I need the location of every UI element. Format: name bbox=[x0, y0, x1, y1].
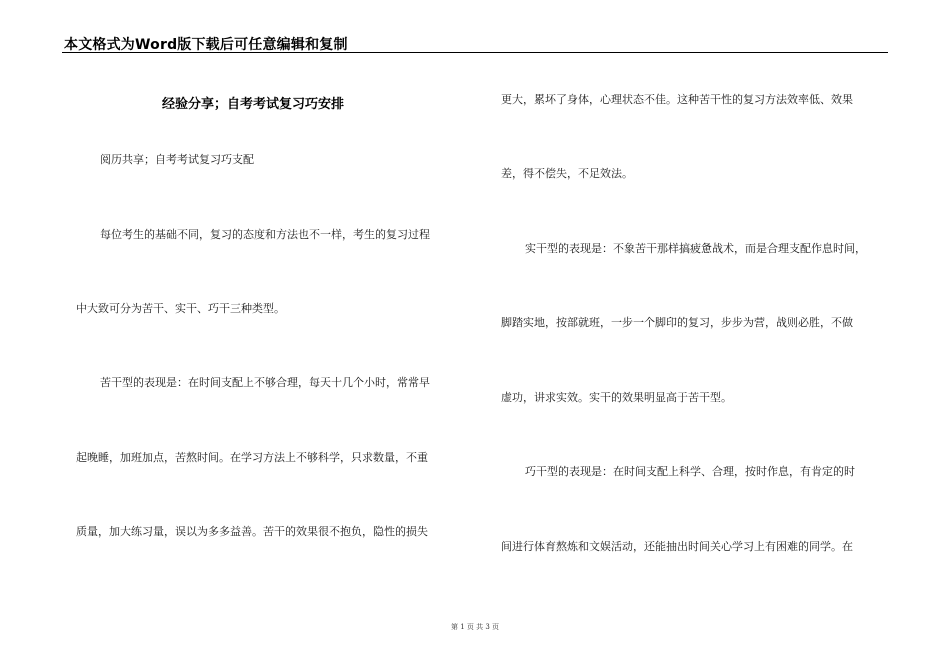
body-line: 质量，加大练习量，误以为多多益善。苦干的效果很不抱负，隐性的损失 bbox=[76, 525, 428, 538]
header-divider bbox=[62, 52, 888, 53]
body-line: 差，得不偿失，不足效法。 bbox=[501, 167, 633, 180]
body-line: 苦干型的表现是：在时间支配上不够合理，每天十几个小时，常常早 bbox=[100, 376, 430, 389]
body-line: 每位考生的基础不同，复习的态度和方法也不一样，考生的复习过程 bbox=[100, 228, 430, 241]
body-line: 虚功，讲求实效。实干的效果明显高于苦干型。 bbox=[501, 391, 732, 404]
document-header: 本文格式为Word版下载后可任意编辑和复制 bbox=[64, 37, 348, 53]
page-number: 第 1 页 共 3 页 bbox=[450, 623, 500, 631]
body-line: 脚踏实地，按部就班，一步一个脚印的复习，步步为营，战则必胜，不做 bbox=[501, 316, 853, 329]
body-line: 起晚睡，加班加点，苦熬时间。在学习方法上不够科学，只求数量，不重 bbox=[76, 451, 428, 464]
body-line: 中大致可分为苦干、实干、巧干三种类型。 bbox=[76, 302, 285, 315]
body-line: 间进行体育熬炼和文娱活动，还能抽出时间关心学习上有困难的同学。在 bbox=[501, 540, 853, 553]
body-line: 巧干型的表现是：在时间支配上科学、合理，按时作息，有肯定的时 bbox=[525, 465, 855, 478]
body-line: 更大，累坏了身体，心理状态不佳。这种苦干性的复习方法效率低、效果 bbox=[501, 93, 853, 106]
document-title: 经验分享；自考考试复习巧安排 bbox=[162, 97, 345, 112]
body-line: 阅历共享；自考考试复习巧支配 bbox=[100, 153, 254, 166]
body-line: 实干型的表现是：不象苦干那样搞疲惫战术，而是合理支配作息时间， bbox=[525, 242, 866, 255]
